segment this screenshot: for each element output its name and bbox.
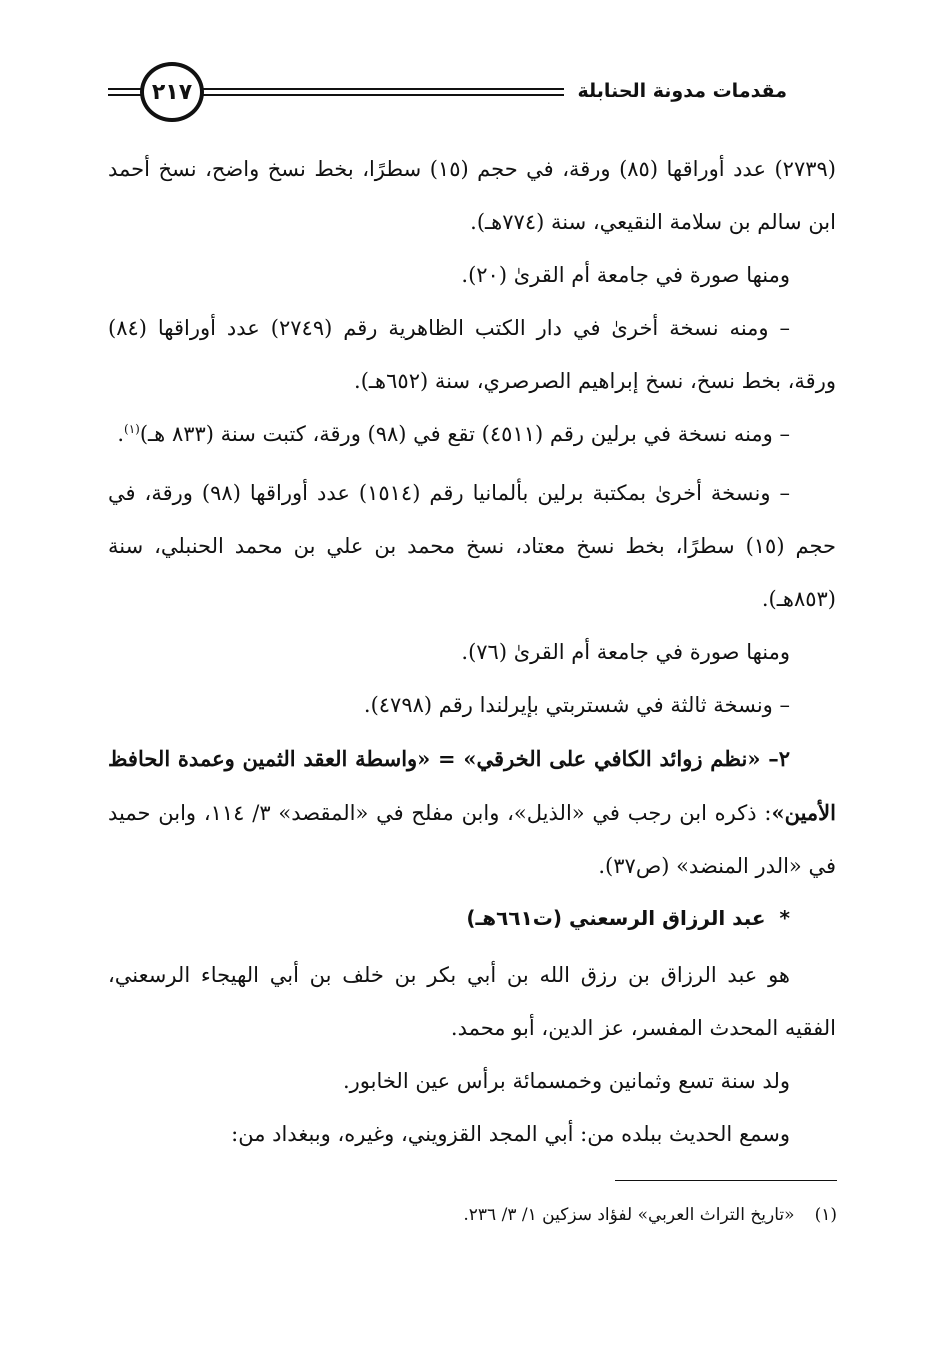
paragraph: – ومنه نسخة أخرىٰ في دار الكتب الظاهرية رقم (٢٧٤٩) عدد أوراقها (٨٤) ورقة، بخط نسخ، نسخ إبراهيم الصرصري، سنة (٦٥٢هـ).: [108, 316, 836, 393]
page-header: [108, 62, 833, 126]
footnote-separator: [615, 1180, 837, 1181]
paragraph: (٢٧٣٩) عدد أوراقها (٨٥) ورقة، في حجم (١٥) سطرًا، بخط نسخ واضح، نسخ أحمد ابن سالم بن سلامة النقيعي، سنة (٧٧٤هـ).: [108, 157, 836, 234]
paragraph: ومنها صورة في جامعة أم القرىٰ (٢٠).: [461, 263, 790, 287]
book-title: ٢– «نظم زوائد الكافي على الخرقي» = «واسطة العقد الثمين وعمدة الحافظ الأمين»: [108, 746, 836, 825]
page-number: ٢١٧: [151, 79, 193, 105]
paragraph: ومنها صورة في جامعة أم القرىٰ (٧٦).: [461, 640, 790, 664]
footnote-reference: (١): [124, 422, 140, 436]
paragraph: – ونسخة ثالثة في شستربتي بإيرلندا رقم (٤٧٩٨).: [363, 693, 790, 717]
footnote-number: (١): [814, 1205, 837, 1225]
footnote: [113, 1200, 837, 1230]
paragraph-text: – ومنه نسخة في برلين رقم (٤٥١١) تقع في (٩٨) ورقة، كتبت سنة (٨٣٣ هـ): [139, 422, 790, 446]
main-text: [108, 143, 836, 1161]
paragraph: ولد سنة تسع وثمانين وخمسمائة برأس عين الخابور.: [342, 1069, 790, 1093]
paragraph-end: .: [117, 422, 124, 446]
paragraph: – ونسخة أخرىٰ بمكتبة برلين بألمانيا رقم (١٥١٤) عدد أوراقها (٩٨) ورقة، في حجم (١٥) سطرًا، بخط نسخ معتاد، نسخ محمد بن علي بن محمد الحنبلي، سنة (٨٥٣هـ).: [108, 481, 836, 611]
paragraph: [108, 732, 836, 893]
page-number-badge: [140, 62, 204, 122]
paragraph-text: : ذكره ابن رجب في «الذيل»، وابن مفلح في «المقصد» ٣/ ١١٤، وابن حميد في «الدر المنضد» (ص٣٧).: [108, 801, 836, 878]
heading-text: عبد الرزاق الرسعني (ت٦٦١هـ): [466, 906, 766, 930]
running-title: مقدمات مدونة الحنابلة: [564, 76, 833, 106]
section-heading: [108, 893, 836, 943]
footnote-text: «تاريخ التراث العربي» لفؤاد سزكين ١/ ٣/ ٢٣٦.: [463, 1205, 795, 1225]
star-marker: *: [779, 906, 790, 930]
paragraph: هو عبد الرزاق بن رزق الله بن أبي بكر بن خلف بن أبي الهيجاء الرسعني، الفقيه المحدث المفسر، عز الدين، أبو محمد.: [108, 963, 836, 1040]
paragraph: [108, 408, 836, 461]
paragraph: وسمع الحديث ببلده من: أبي المجد القزويني، وغيره، وببغداد من:: [231, 1122, 790, 1146]
